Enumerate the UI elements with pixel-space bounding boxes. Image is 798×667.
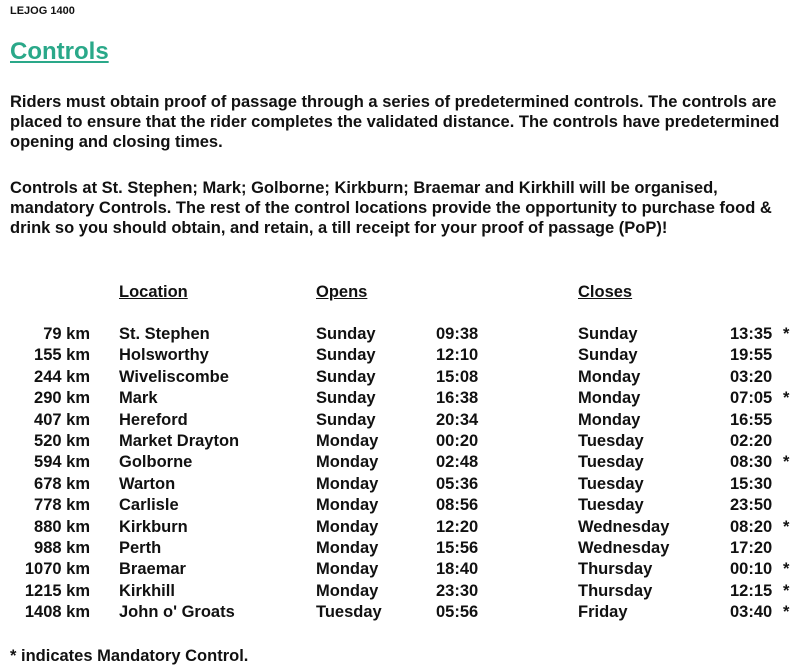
open-day-cell: Monday — [316, 453, 379, 472]
open-time-cell: 18:40 — [436, 560, 479, 579]
open-time-cell: 15:56 — [436, 538, 479, 557]
open-time-cell: 00:20 — [436, 431, 479, 450]
open-time-cell: 05:56 — [436, 603, 479, 622]
mandatory-mark: * — [783, 560, 790, 579]
open-time-cell: 08:56 — [436, 496, 479, 515]
open-time-cell: 15:08 — [436, 367, 479, 386]
open-time-cell: 05:36 — [436, 474, 479, 493]
open-time-cell: 09:38 — [436, 325, 479, 343]
close-day-cell: Friday — [578, 603, 628, 622]
distance-cell: 155 km — [34, 346, 90, 365]
open-day-cell: Sunday — [316, 346, 376, 365]
close-day-cell: Tuesday — [578, 496, 644, 515]
close-day-cell: Monday — [578, 410, 641, 429]
mandatory-mark: * — [783, 389, 790, 408]
open-time-cell: 20:34 — [436, 410, 479, 429]
open-time-cell: 12:10 — [436, 346, 479, 365]
close-time-cell: 07:05 — [730, 389, 773, 408]
open-day-cell: Tuesday — [316, 603, 382, 622]
close-time-cell: 03:40 — [730, 603, 773, 622]
close-time-cell: 00:10 — [730, 560, 773, 579]
table-row — [0, 368, 798, 389]
close-time-cell: 02:20 — [730, 431, 773, 450]
close-time-cell: 13:35 — [730, 325, 773, 343]
distance-cell: 1408 km — [24, 603, 90, 622]
close-day-cell: Tuesday — [578, 431, 644, 450]
table-row — [0, 539, 798, 560]
mandatory-mark: * — [783, 603, 790, 622]
location-cell: Carlisle — [119, 496, 179, 515]
close-day-cell: Monday — [578, 389, 641, 408]
close-time-cell: 16:55 — [730, 410, 773, 429]
close-time-cell: 08:30 — [730, 453, 773, 472]
open-day-cell: Monday — [316, 560, 379, 579]
intro-paragraph: Riders must obtain proof of passage through a series of predetermined controls. The controls are placed to ensure that the rider completes the validated distance. The controls have predetermined opening and closing times. — [10, 93, 780, 151]
table-row — [0, 560, 798, 581]
close-time-cell: 23:50 — [730, 496, 773, 515]
table-row — [0, 453, 798, 474]
close-time-cell: 03:20 — [730, 367, 773, 386]
document-header-label: LEJOG 1400 — [10, 5, 75, 17]
location-cell: Hereford — [119, 410, 188, 429]
column-header-closes: Closes — [578, 283, 633, 301]
location-cell: Kirkburn — [119, 517, 188, 536]
location-cell: Warton — [119, 474, 176, 493]
close-time-cell: 12:15 — [730, 581, 773, 600]
location-cell: Perth — [119, 538, 162, 557]
column-header-location: Location — [119, 283, 188, 301]
close-day-cell: Wednesday — [578, 517, 670, 536]
table-row — [0, 432, 798, 453]
mandatory-mark: * — [783, 325, 790, 343]
open-day-cell: Monday — [316, 581, 379, 600]
mandatory-controls-paragraph: Controls at St. Stephen; Mark; Golborne; Kirkburn; Braemar and Kirkhill will be organised, mandatory Controls. The rest of the control locations provide the opportunity to purchase food & drink so you should obtain, and retain, a till receipt for your proof of passage (PoP)! — [10, 179, 772, 237]
open-time-cell: 16:38 — [436, 389, 479, 408]
distance-cell: 880 km — [34, 517, 90, 536]
close-day-cell: Thursday — [578, 581, 653, 600]
close-day-cell: Thursday — [578, 560, 653, 579]
distance-cell: 79 km — [43, 325, 90, 343]
location-cell: Market Drayton — [119, 431, 240, 450]
close-day-cell: Monday — [578, 367, 641, 386]
mandatory-mark: * — [783, 453, 790, 472]
open-day-cell: Sunday — [316, 367, 376, 386]
table-row — [0, 389, 798, 410]
open-day-cell: Monday — [316, 431, 379, 450]
close-day-cell: Sunday — [578, 325, 638, 343]
location-cell: Kirkhill — [119, 581, 175, 600]
distance-cell: 1070 km — [24, 560, 90, 579]
location-cell: Wiveliscombe — [119, 367, 229, 386]
location-cell: Mark — [119, 389, 158, 408]
table-row — [0, 325, 798, 346]
table-row — [0, 603, 798, 624]
page-title: Controls — [10, 38, 109, 65]
open-day-cell: Sunday — [316, 325, 376, 343]
location-cell: Holsworthy — [119, 346, 209, 365]
distance-cell: 1215 km — [24, 581, 90, 600]
open-day-cell: Monday — [316, 496, 379, 515]
location-cell: Golborne — [119, 453, 193, 472]
open-time-cell: 02:48 — [436, 453, 479, 472]
close-time-cell: 08:20 — [730, 517, 773, 536]
distance-cell: 520 km — [34, 431, 90, 450]
open-time-cell: 23:30 — [436, 581, 479, 600]
table-row — [0, 411, 798, 432]
table-row — [0, 518, 798, 539]
close-day-cell: Tuesday — [578, 474, 644, 493]
table-row — [0, 346, 798, 367]
distance-cell: 594 km — [34, 453, 90, 472]
open-day-cell: Sunday — [316, 410, 376, 429]
distance-cell: 678 km — [34, 474, 90, 493]
column-header-opens: Opens — [316, 283, 368, 301]
close-time-cell: 15:30 — [730, 474, 773, 493]
open-day-cell: Monday — [316, 538, 379, 557]
open-day-cell: Monday — [316, 474, 379, 493]
table-row — [0, 496, 798, 517]
distance-cell: 290 km — [34, 389, 90, 408]
controls-table — [0, 325, 798, 624]
location-cell: Braemar — [119, 560, 186, 579]
open-day-cell: Sunday — [316, 389, 376, 408]
mandatory-mark: * — [783, 581, 790, 600]
close-day-cell: Tuesday — [578, 453, 644, 472]
mandatory-footnote: * indicates Mandatory Control. — [10, 647, 249, 665]
distance-cell: 407 km — [34, 410, 90, 429]
close-time-cell: 17:20 — [730, 538, 773, 557]
distance-cell: 244 km — [34, 367, 90, 386]
location-cell: St. Stephen — [119, 325, 210, 343]
open-day-cell: Monday — [316, 517, 379, 536]
close-day-cell: Wednesday — [578, 538, 670, 557]
mandatory-mark: * — [783, 517, 790, 536]
distance-cell: 778 km — [34, 496, 90, 515]
location-cell: John o' Groats — [119, 603, 235, 622]
table-row — [0, 475, 798, 496]
open-time-cell: 12:20 — [436, 517, 479, 536]
close-day-cell: Sunday — [578, 346, 638, 365]
table-row — [0, 582, 798, 603]
distance-cell: 988 km — [34, 538, 90, 557]
close-time-cell: 19:55 — [730, 346, 773, 365]
